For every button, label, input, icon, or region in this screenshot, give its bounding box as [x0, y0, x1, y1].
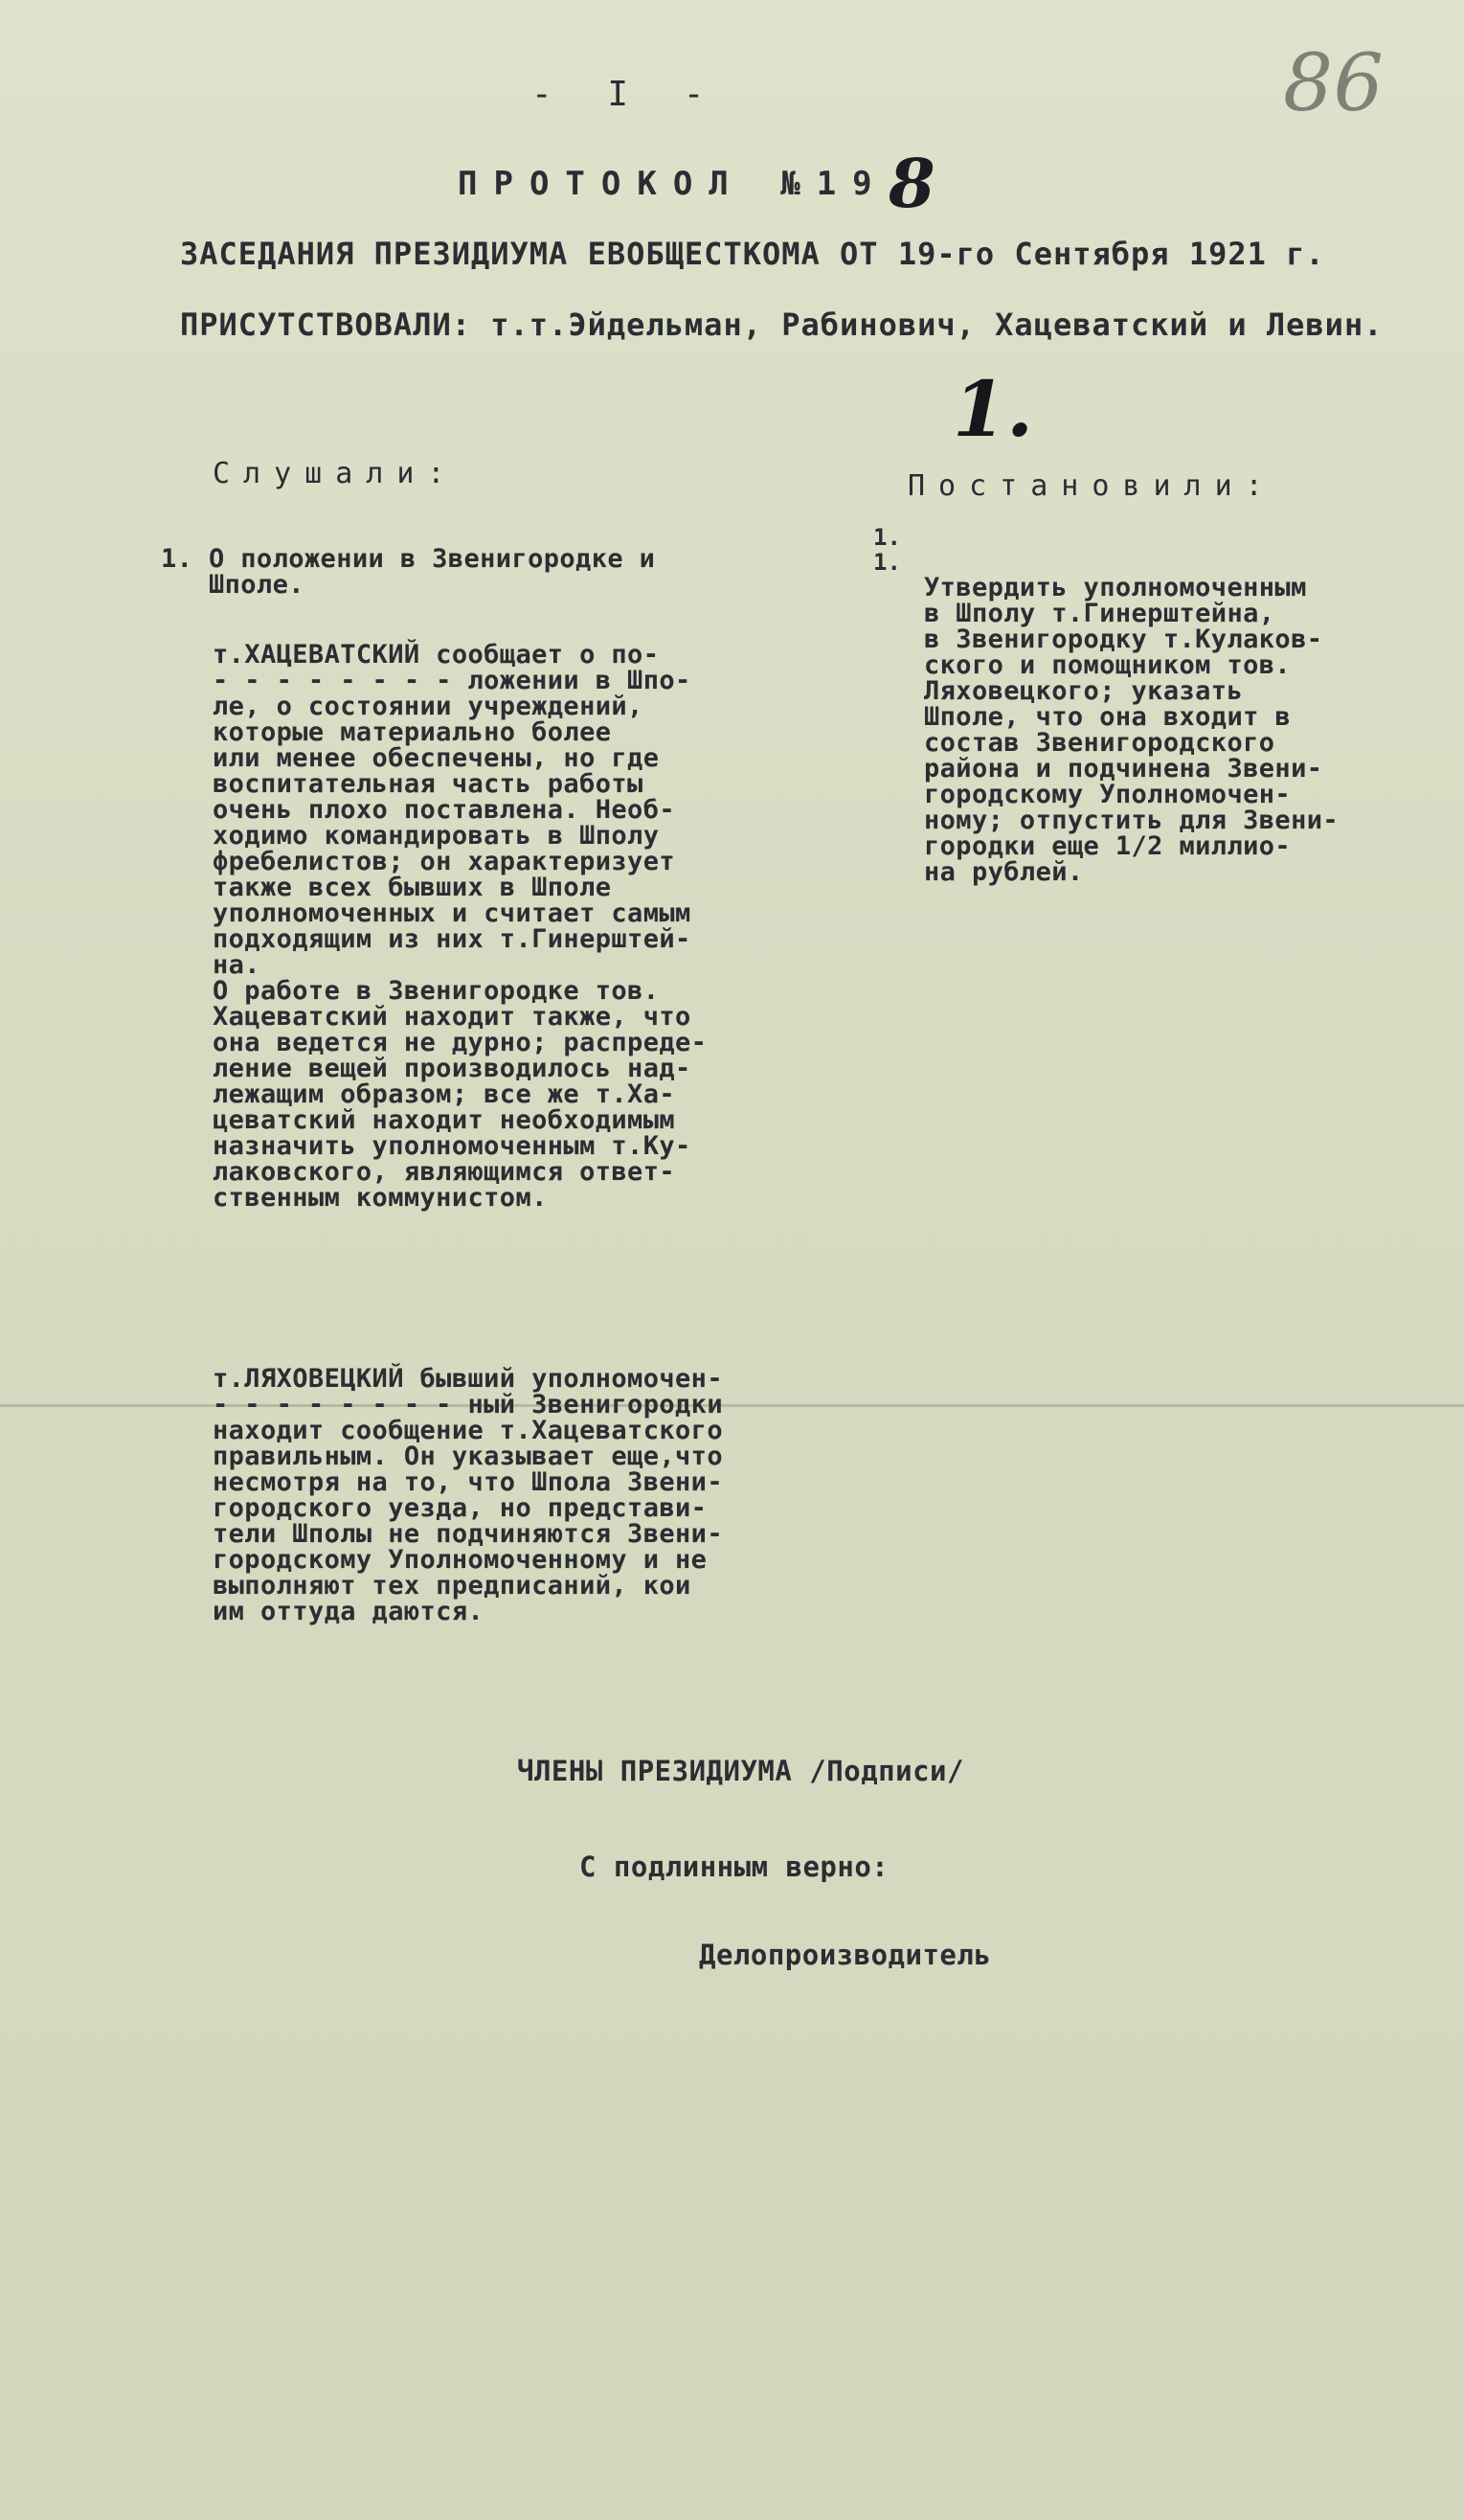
- heard-heading: Слушали:: [213, 457, 459, 490]
- clerk-signature: Делопроизводитель: [699, 1939, 992, 1971]
- archive-folio-number: 86: [1283, 38, 1385, 129]
- decision-item-number: 1. 1.: [873, 524, 901, 576]
- presidium-signatures: ЧЛЕНЫ ПРЕЗИДИУМА /Подписи/: [517, 1755, 964, 1787]
- agenda-item-title: 1. О положении в Звенигородке и Шполе.: [161, 544, 656, 600]
- decided-heading: Постановили:: [908, 469, 1276, 503]
- document-title: ПРОТОКОЛ №19: [458, 165, 889, 203]
- attendees-line: ПРИСУТСТВОВАЛИ: т.т.Эйдельман, Рабинович, Хацеватский и Левин.: [180, 306, 1384, 343]
- heard-report-khatsevatsky: т.ХАЦЕВАТСКИЙ сообщает о по- - - - - - - - - ложении в Шпо- ле, о состоянии учреждений, которые материально более или менее обеспечены, но где воспитательная часть работы очень плохо поставлена. Необ- ходимо командировать в Шполу фребелистов; он характеризует также всех бывших в Шполе уполномоченных и считает самым подходящим из них т.Гинерштей- на. О работе в Звенигородке тов. Хацеватский находит также, что она ведется не дурно; распреде- ление вещей производилось над- лежащим образом; все же т.Ха- цеватский находит необходимым назначить уполномоченным т.Ку- лаковского, являющимся ответ- ственным коммунистом.: [213, 640, 708, 1213]
- heard-report-lyakhovetsky: т.ЛЯХОВЕЦКИЙ бывший уполномочен- - - - - - - - - ный Звенигородки находит сообщение т.Хацеватского правильным. Он указывает еще,что несмотря на то, что Шпола Звени- городского уезда, но представи- тели Шполы не подчиняются Звени- городскому Уполномоченному и не выполняют тех предписаний, кои им оттуда даются.: [213, 1364, 723, 1626]
- handwritten-item-marker: 1.: [953, 364, 1034, 454]
- handwritten-protocol-number: 8: [889, 144, 935, 223]
- meeting-subtitle: ЗАСЕДАНИЯ ПРЕЗИДИУМА ЕВОБЩЕСТКОМА ОТ 19-го Сентября 1921 г.: [180, 236, 1325, 272]
- certified-copy: С подлинным верно:: [579, 1850, 890, 1883]
- decision-text: Утвердить уполномоченным в Шполу т.Гинерштейна, в Звенигородку т.Кулаков- ского и помощником тов. Ляховецкого; указать Шполе, что она входит в состав Звенигородского района и подчинена Звени- городскому Уполномочен- ному; отпустить для Звени- городки еще 1/2 миллио- на рублей.: [924, 573, 1340, 887]
- page-number: - I -: [531, 75, 722, 114]
